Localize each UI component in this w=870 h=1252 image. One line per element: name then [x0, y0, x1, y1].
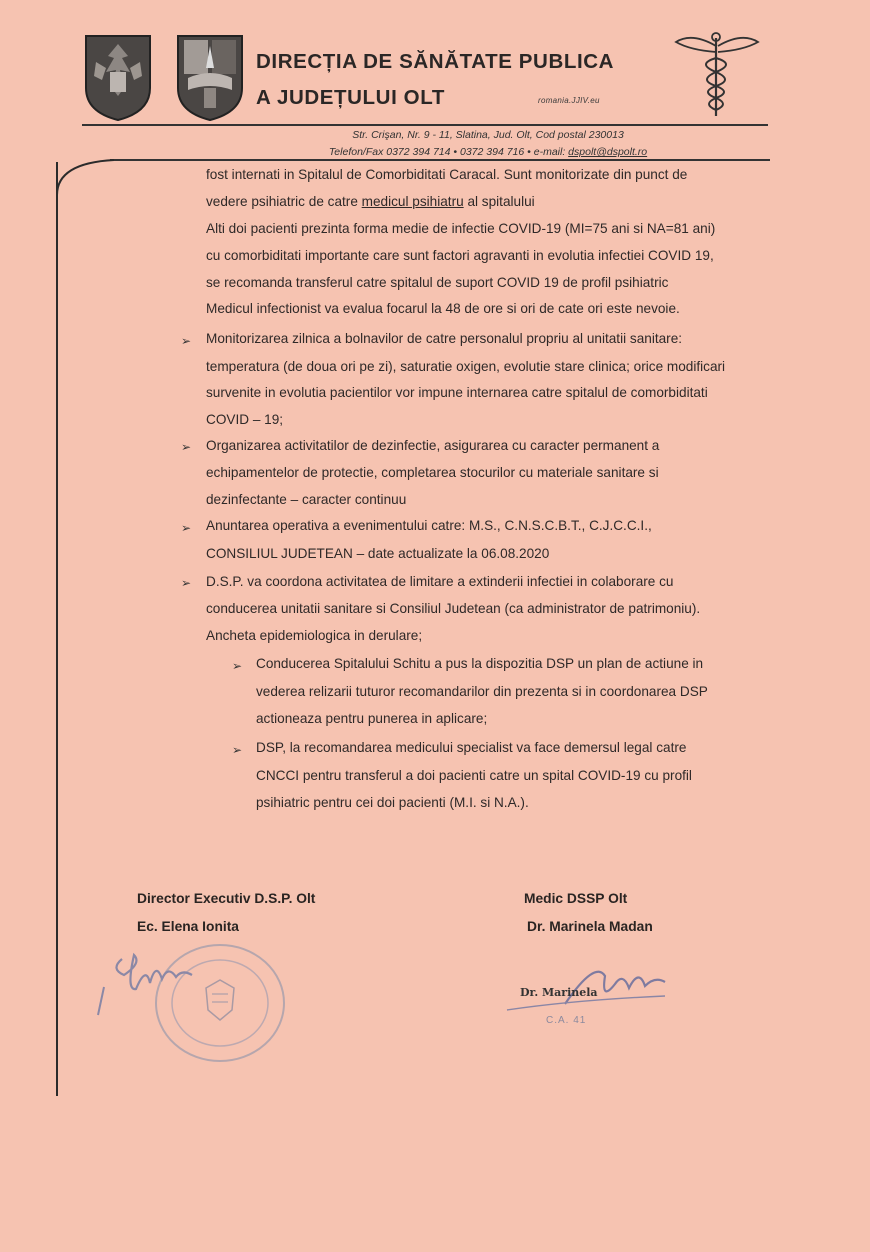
bullet-line: D.S.P. va coordona activitatea de limitare a extinderii infectiei in colaborare cu: [206, 574, 674, 589]
frame-corner-curve: [54, 157, 124, 197]
bullet-line: Monitorizarea zilnica a bolnavilor de catre personalul propriu al unitatii sanitare:: [206, 331, 683, 346]
email-link[interactable]: dspolt@dspolt.ro: [568, 146, 648, 158]
address-line: Str. Crişan, Nr. 9 - 11, Slatina, Jud. Olt, Cod postal 230013: [352, 129, 624, 141]
bullet-line: Ancheta epidemiologica in derulare;: [206, 628, 423, 643]
right-signatory-title: Medic DSSP Olt: [524, 891, 628, 906]
website-logo: romania.JJIV.eu: [538, 96, 600, 105]
body-line: Alti doi pacienti prezinta forma medie de infectie COVID-19 (MI=75 ani si NA=81 ani): [206, 221, 716, 236]
bullet-line: Organizarea activitatilor de dezinfectie, asigurarea cu caracter permanent a: [206, 438, 660, 453]
right-signatory-name: Dr. Marinela Madan: [527, 919, 653, 934]
sub-bullet-line: vederea relizarii tuturor recomandarilor din prezenta si in coordonarea DSP: [256, 684, 708, 699]
organization-title-line1: DIRECȚIA DE SĂNĂTATE PUBLICA: [256, 50, 615, 73]
body-line: Medicul infectionist va evalua focarul la 48 de ore si ori de cate ori este nevoie.: [206, 301, 680, 316]
sub-bullet-line: psihiatric pentru cei doi pacienti (M.I. si N.A.).: [256, 795, 529, 810]
bullet-arrow-icon: ➢: [181, 334, 192, 348]
sub-bullet-line: Conducerea Spitalului Schitu a pus la dispozitia DSP un plan de actiune in: [256, 656, 704, 671]
doctor-stamp-name: Dr. Marinela: [520, 986, 598, 999]
left-margin-line: [56, 162, 58, 1096]
sub-bullet-arrow-icon: ➢: [232, 743, 243, 757]
sub-bullet-arrow-icon: ➢: [232, 659, 243, 673]
bullet-arrow-icon: ➢: [181, 576, 192, 590]
handwritten-signature-left: [96, 935, 216, 1025]
body-top-rule: [110, 159, 770, 161]
bullet-line: echipamentelor de protectie, completarea stocurilor cu materiale sanitare si: [206, 465, 659, 480]
header-divider: [82, 124, 768, 126]
contact-prefix: Telefon/Fax 0372 394 714 • 0372 394 716 • e-mail:: [328, 146, 566, 158]
body-line: vedere psihiatric de catre medicul psihiatru al spitalului: [206, 194, 535, 209]
romania-coat-of-arms-icon: [82, 32, 154, 122]
bullet-line: CONSILIUL JUDETEAN – date actualizate la 06.08.2020: [206, 546, 550, 561]
body-line: fost internati in Spitalul de Comorbiditati Caracal. Sunt monitorizate din punct de: [206, 167, 688, 182]
body-line: se recomanda transferul catre spitalul de suport COVID 19 de profil psihiatric: [206, 275, 669, 290]
body-line: cu comorbiditati importante care sunt factori agravanti in evolutia infectiei COVID 19,: [206, 248, 714, 263]
olt-county-coat-of-arms-icon: [174, 32, 246, 122]
bullet-arrow-icon: ➢: [181, 440, 192, 454]
bullet-arrow-icon: ➢: [181, 521, 192, 535]
contact-line: [188, 146, 788, 158]
left-signatory-name: Ec. Elena Ionita: [137, 919, 239, 934]
doctor-stamp-code: C.A. 41: [546, 1015, 587, 1026]
bullet-line: temperatura (de doua ori pe zi), saturatie oxigen, evolutie stare clinica; orice modificari: [206, 359, 726, 374]
bullet-line: COVID – 19;: [206, 412, 284, 427]
sub-bullet-line: DSP, la recomandarea medicului specialist va face demersul legal catre: [256, 740, 687, 755]
caduceus-emblem-icon: [672, 28, 762, 120]
sub-bullet-line: actioneaza pentru punerea in aplicare;: [256, 711, 488, 726]
underlined-term: medicul psihiatru: [361, 194, 464, 209]
bullet-line: Anuntarea operativa a evenimentului catre: M.S., C.N.S.C.B.T., C.J.C.C.I.,: [206, 518, 652, 533]
organization-title-line2: A JUDEȚULUI OLT: [256, 86, 445, 109]
left-signatory-title: Director Executiv D.S.P. Olt: [137, 891, 316, 906]
sub-bullet-line: CNCCI pentru transferul a doi pacienti catre un spital COVID-19 cu profil: [256, 768, 692, 783]
bullet-line: survenite in evolutia pacientilor vor impune internarea catre spitalul de comorbiditati: [206, 385, 708, 400]
bullet-line: conducerea unitatii sanitare si Consiliul Judetean (ca administrator de patrimoniu).: [206, 601, 701, 616]
bullet-line: dezinfectante – caracter continuu: [206, 492, 407, 507]
